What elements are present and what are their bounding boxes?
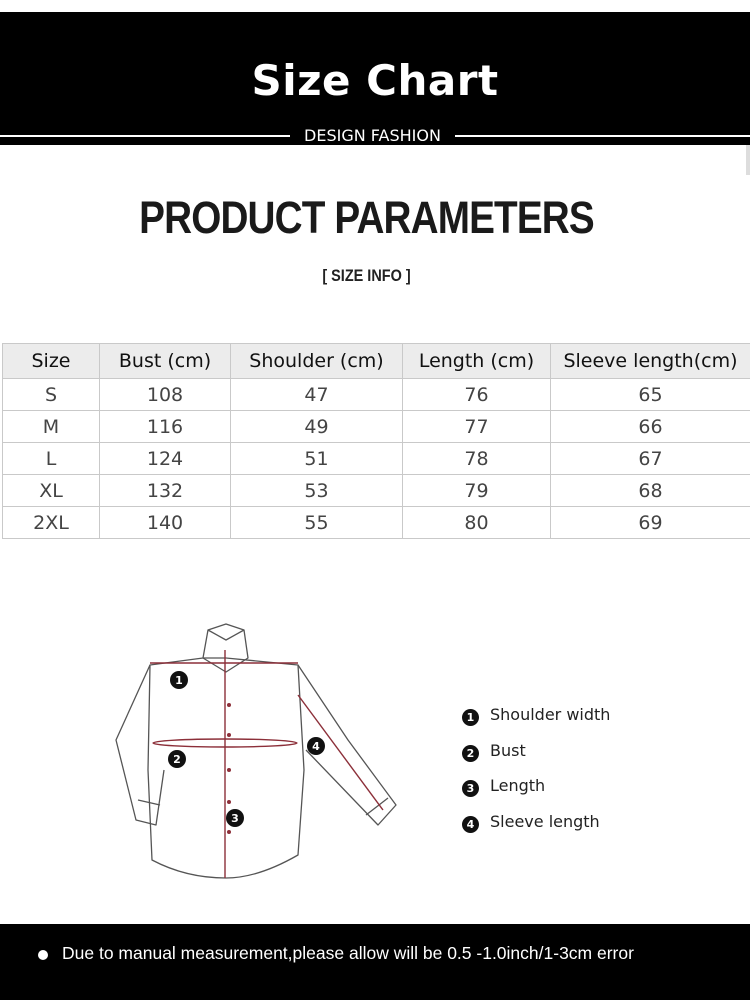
cell-size: XL [3, 475, 100, 507]
cell-sleeve: 66 [551, 411, 750, 443]
marker-4: 4 [312, 740, 320, 753]
bullet-icon [38, 950, 48, 960]
cell-shoulder: 49 [231, 411, 403, 443]
legend-label: Sleeve length [490, 811, 600, 831]
cell-sleeve: 68 [551, 475, 750, 507]
cell-bust: 108 [100, 379, 231, 411]
legend-label: Bust [490, 740, 526, 760]
header-bust: Bust (cm) [100, 344, 231, 379]
shirt-diagram [108, 620, 408, 890]
edge-mark [746, 145, 750, 175]
header-size: Size [3, 344, 100, 379]
section-title: PRODUCT PARAMETERS [139, 192, 594, 243]
cell-length: 78 [403, 443, 551, 475]
size-table [2, 343, 750, 539]
legend-label: Length [490, 776, 546, 795]
table-row [3, 507, 750, 539]
cell-sleeve: 69 [551, 507, 750, 539]
legend-number: 4 [462, 816, 479, 833]
marker-1: 1 [175, 674, 183, 687]
page-title: Size Chart [251, 56, 499, 105]
cell-sleeve: 67 [551, 443, 750, 475]
divider-left [0, 135, 290, 137]
cell-sleeve: 65 [551, 379, 750, 411]
legend-number: 2 [462, 745, 479, 762]
header-banner [0, 12, 750, 145]
cell-shoulder: 53 [231, 475, 403, 507]
table-header-row [3, 344, 750, 379]
divider-right [455, 135, 750, 137]
footer-bar [0, 924, 750, 1000]
header-length: Length (cm) [403, 344, 551, 379]
table-row [3, 379, 750, 411]
cell-shoulder: 47 [231, 379, 403, 411]
legend-label: Shoulder width [490, 705, 611, 724]
cell-size: S [3, 379, 100, 411]
cell-shoulder: 51 [231, 443, 403, 475]
footer-note: Due to manual measurement,please allow will be 0.5 -1.0inch/1-3cm error [62, 943, 634, 963]
cell-size: M [3, 411, 100, 443]
marker-3: 3 [231, 812, 239, 825]
header-shoulder: Shoulder (cm) [231, 344, 403, 379]
cell-bust: 116 [100, 411, 231, 443]
section-subtitle: [ SIZE INFO ] [322, 266, 411, 285]
cell-length: 77 [403, 411, 551, 443]
header-sleeve: Sleeve length(cm) [551, 344, 750, 379]
cell-bust: 140 [100, 507, 231, 539]
cell-bust: 124 [100, 443, 231, 475]
legend-number: 3 [462, 780, 479, 797]
shirt-outline [148, 658, 304, 878]
cell-size: L [3, 443, 100, 475]
header-subtitle: DESIGN FASHION [304, 126, 441, 145]
cell-bust: 132 [100, 475, 231, 507]
table-row [3, 443, 750, 475]
cell-length: 76 [403, 379, 551, 411]
cell-size: 2XL [3, 507, 100, 539]
cell-length: 80 [403, 507, 551, 539]
cell-shoulder: 55 [231, 507, 403, 539]
marker-2: 2 [173, 753, 181, 766]
legend-number: 1 [462, 709, 479, 726]
table-row [3, 475, 750, 507]
table-row [3, 411, 750, 443]
cell-length: 79 [403, 475, 551, 507]
